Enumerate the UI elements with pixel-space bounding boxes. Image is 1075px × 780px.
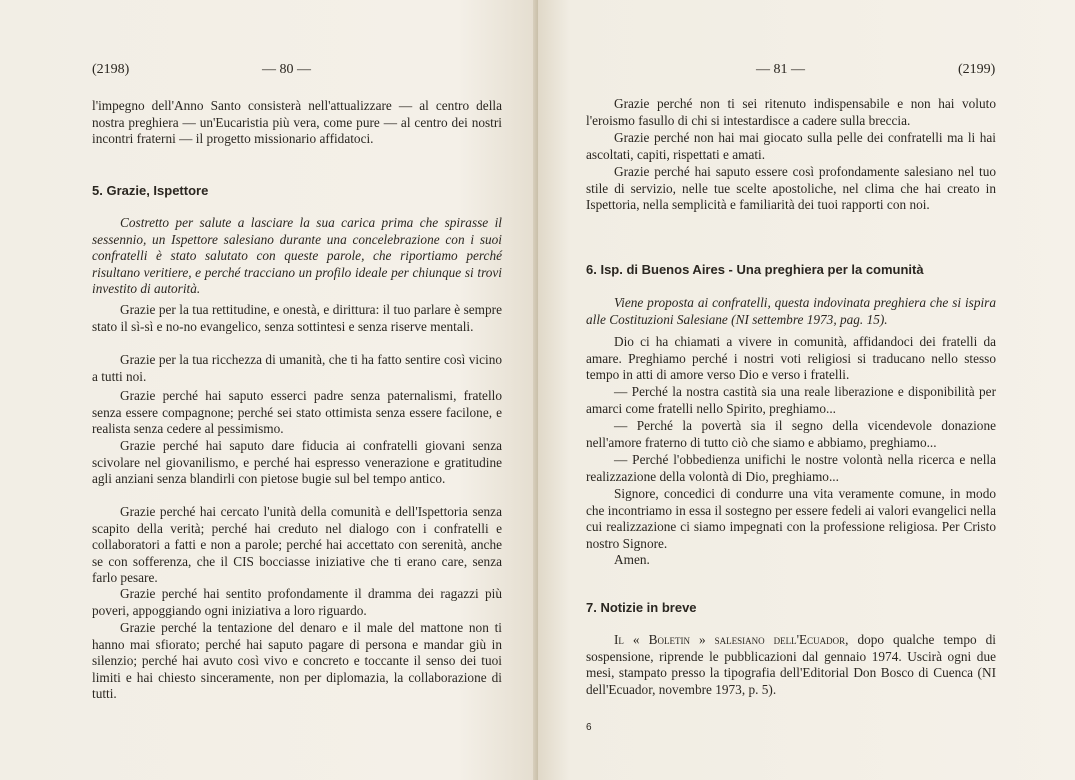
paragraph-4: Grazie perché hai saputo dare fiducia ai confratelli giovani senza scivolare nel giovanilismo, e perché hai espresso venerazione e gratitudine agli anziani senza blandirli con pietose bugie sul bel tempo antico. [92, 438, 502, 487]
paragraph-2: Grazie per la tua ricchezza di umanità, che ti ha fatto sentire così vicino a tutti noi. [92, 352, 502, 384]
prayer-amen: Amen. [614, 552, 650, 567]
intro-paragraph: l'impegno dell'Anno Santo consisterà nell'attualizzare — al centro della nostra preghiera — un'Eucaristia più vera, come pure — al centro dei nostri incontri fraterni — il progetto missionario affidatoci. [92, 98, 502, 147]
prayer-paragraph-3: — Perché la povertà sia il segno della vicendevole donazione nell'amore fraterno di tutto ciò che siamo e abbiamo, preghiamo... [586, 418, 996, 450]
right-page [538, 0, 1075, 780]
section-6-italic-intro: Viene proposta ai confratelli, questa indovinata preghiera che si ispira alle Costituzioni Salesiane (NI settembre 1973, pag. 15). [586, 295, 996, 327]
right-paragraph-2: Grazie perché non hai mai giocato sulla pelle dei confratelli ma li hai ascoltati, capiti, rispettati e amati. [586, 130, 996, 162]
prayer-paragraph-2: — Perché la nostra castità sia una reale liberazione e disponibilità per amarci come fratelli nello Spirito, preghiamo... [586, 384, 996, 416]
paragraph-5: Grazie perché hai cercato l'unità della comunità e dell'Ispettoria senza scapito della verità; perché hai creduto nel dialogo con i confratelli e collaboratori a fatti e non a parole; perché hai accettato con serenità, anche se con sofferenza, che il CIS bocciasse iniziative che ti erano care, senza farlo pesare. [92, 504, 502, 586]
section-5-italic-intro: Costretto per salute a lasciare la sua carica prima che spirasse il sessennio, un Ispettore salesiano durante una concelebrazione con i suoi confratelli è stato salutato con queste parole, che riportiamo perché risultano veritiere, e perché tracciano un profilo ideale per chiunque si trovi investito di autorità. [92, 215, 502, 297]
boletin-lead: Il « Boletin » salesiano dell'Ecuador, [614, 632, 849, 647]
paragraph-3: Grazie perché hai saputo esserci padre senza paternalismi, fratello senza essere compagnone; perché sei stato ottimista senza essere facilone, e realista senza cedere al pessimismo. [92, 388, 502, 437]
prayer-paragraph-1: Dio ci ha chiamati a vivere in comunità, affidandoci dei fratelli da amare. Preghiamo perché i nostri voti religiosi si traducano nello stesso tempo in atti di amore verso Dio e verso i fratelli. [586, 334, 996, 383]
right-paragraph-1: Grazie perché non ti sei ritenuto indispensabile e non hai voluto l'eroismo fasullo di chi si intestardisce a cadere sulla breccia. [586, 96, 996, 128]
section-7-text: dopo qualche tempo di sospensione, riprende le pubblicazioni dal gennaio 1974. Uscirà ogni due mesi, stampato presso la tipografia dell'Editorial Don Bosco di Cuenca (NI dell'Ecuador, novembre 1973, p. 5). [586, 632, 996, 697]
prayer-paragraph-4: — Perché l'obbedienza unifichi le nostre volontà nella ricerca e nella realizzazione della volontà di Dio, preghiamo... [586, 452, 996, 484]
right-page-number: — 81 — [756, 62, 805, 77]
left-folio: (2198) [92, 62, 130, 77]
paragraph-6: Grazie perché hai sentito profondamente il dramma dei ragazzi più poveri, appoggiando ogni iniziativa a loro riguardo. [92, 586, 502, 618]
prayer-paragraph-5: Signore, concedici di condurre una vita veramente comune, in modo che incontriamo in essa il sostegno per essere fedeli ai valori evangelici nella cui realizzazione ci siamo impegnati con la professione religiosa. Per Cristo nostro Signore. [586, 486, 996, 551]
section-heading-7: 7. Notizie in breve [586, 600, 697, 615]
signature-mark: 6 [586, 722, 592, 733]
paragraph-1: Grazie per la tua rettitudine, e onestà, e dirittura: il tuo parlare è sempre stato il sì-sì e no-no evangelico, senza sottintesi e senza riserve mentali. [92, 302, 502, 334]
right-folio: (2199) [958, 62, 996, 77]
paragraph-7: Grazie perché la tentazione del denaro e il male del mattone non ti hanno mai sfiorato; perché hai saputo pagare di persona e mandar giù in silenzio; perché hai avuto così vivo e concreto e toccante il senso dei tuoi limiti e hai chiesto sinceramente, non per diplomazia, la collaborazione di tutti. [92, 620, 502, 702]
left-page-number: — 80 — [262, 62, 311, 77]
right-paragraph-3: Grazie perché hai saputo essere così profondamente salesiano nel tuo stile di servizio, nelle tue scelte apostoliche, nel clima che hai creato in Ispettoria, nella semplicità e familiarità dei tuoi rapporti con noi. [586, 164, 996, 213]
section-7-paragraph [586, 632, 996, 698]
section-heading-5: 5. Grazie, Ispettore [92, 183, 209, 198]
section-heading-6: 6. Isp. di Buenos Aires - Una preghiera per la comunità [586, 262, 924, 277]
